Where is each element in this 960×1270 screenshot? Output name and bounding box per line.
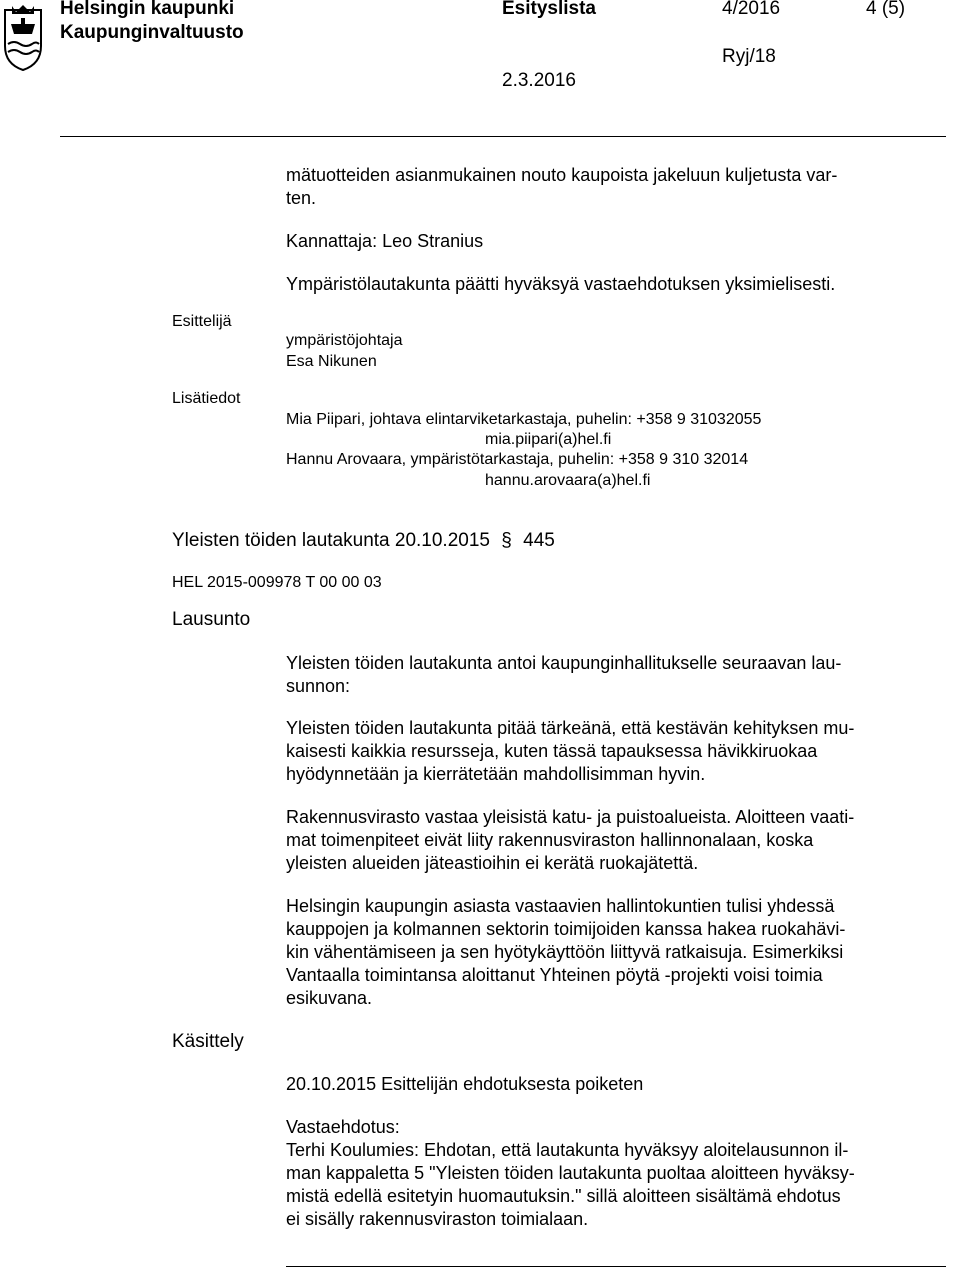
paragraph-line: mätuotteiden asianmukainen nouto kaupoista jakeluun kuljetusta var- [286,165,838,185]
processing-label: Käsittely [172,1031,244,1052]
item-ref: Ryj/18 [722,46,776,67]
paragraph-line: Helsingin kaupungin asiasta vastaavien hallintokuntien tulisi yhdessä [286,896,835,916]
section-title: Yleisten töiden lautakunta 20.10.2015 [172,530,490,551]
paragraph-line: mistä edellä esitetyin huomautuksin." sillä aloitteen sisältämä ehdotus [286,1186,841,1206]
section-heading [172,530,555,552]
presenter-name: Esa Nikunen [286,353,377,370]
footer-rule [286,1266,946,1267]
org-name: Helsingin kaupunki [60,0,235,19]
doc-number: 4/2016 [722,0,781,19]
contact-email: mia.piipari(a)hel.fi [485,431,612,448]
meeting-date: 2.3.2016 [502,70,576,91]
counter-proposal-label: Vastaehdotus: [286,1117,400,1137]
paragraph-line: yleisten alueiden jäteastioihin ei kerätä ruokajätettä. [286,853,699,873]
paragraph-line: ei sisälly rakennusviraston toimialaan. [286,1209,589,1229]
paragraph-line: kauppojen ja kolmannen sektorin toimijoiden kanssa hakea ruokahävi- [286,919,846,939]
paragraph-line: kaisesti kaikkia resursseja, kuten tässä tapauksessa hävikkiruokaa [286,741,818,761]
doc-type: Esityslista [502,0,596,19]
paragraph-line: esikuvana. [286,988,373,1008]
supporter-line: Kannattaja: Leo Stranius [286,231,484,251]
section-mark: § [501,530,512,551]
paragraph-line: kin vähentämiseen ja sen hyötykäyttöön liittyvä ratkaisuja. Esimerkiksi [286,942,844,962]
section-number: 445 [523,530,555,551]
paragraph-line: Terhi Koulumies: Ehdotan, että lautakunta hyväksyy aloitelausunnon il- [286,1140,849,1160]
decision-line: Ympäristölautakunta päätti hyväksyä vastaehdotuksen yksimielisesti. [286,274,836,294]
paragraph-line: Yleisten töiden lautakunta pitää tärkeänä, että kestävän kehityksen mu- [286,718,855,738]
page-number: 4 (5) [866,0,906,19]
body-name: Kaupunginvaltuusto [60,22,244,43]
more-info-label: Lisätiedot [172,390,241,407]
paragraph-line: hyödynnetään ja kierrätetään mahdollisimman hyvin. [286,764,706,784]
paragraph-line: man kappaletta 5 "Yleisten töiden lautakunta puoltaa aloitteen hyväksy- [286,1163,855,1183]
helsinki-crest-logo [2,4,44,74]
statement-label: Lausunto [172,609,251,630]
contact-line: Hannu Arovaara, ympäristötarkastaja, puhelin: +358 9 310 32014 [286,451,749,468]
contact-email: hannu.arovaara(a)hel.fi [485,472,651,489]
case-id: HEL 2015-009978 T 00 00 03 [172,574,382,591]
paragraph-line: Vantaalla toimintansa aloittanut Yhteinen pöytä -projekti voisi toimia [286,965,823,985]
presenter-title: ympäristöjohtaja [286,332,403,349]
contact-line: Mia Piipari, johtava elintarviketarkastaja, puhelin: +358 9 31032055 [286,411,762,428]
processing-heading: 20.10.2015 Esittelijän ehdotuksesta poiketen [286,1074,644,1094]
paragraph-line: ten. [286,188,317,208]
header-rule [60,136,946,137]
paragraph-line: Rakennusvirasto vastaa yleisistä katu- ja puistoalueista. Aloitteen vaati- [286,807,855,827]
paragraph-line: sunnon: [286,676,351,696]
paragraph-line: mat toimenpiteet eivät liity rakennusviraston hallinnonalaan, koska [286,830,814,850]
presenter-label: Esittelijä [172,313,232,330]
paragraph-line: Yleisten töiden lautakunta antoi kaupunginhallitukselle seuraavan lau- [286,653,842,673]
